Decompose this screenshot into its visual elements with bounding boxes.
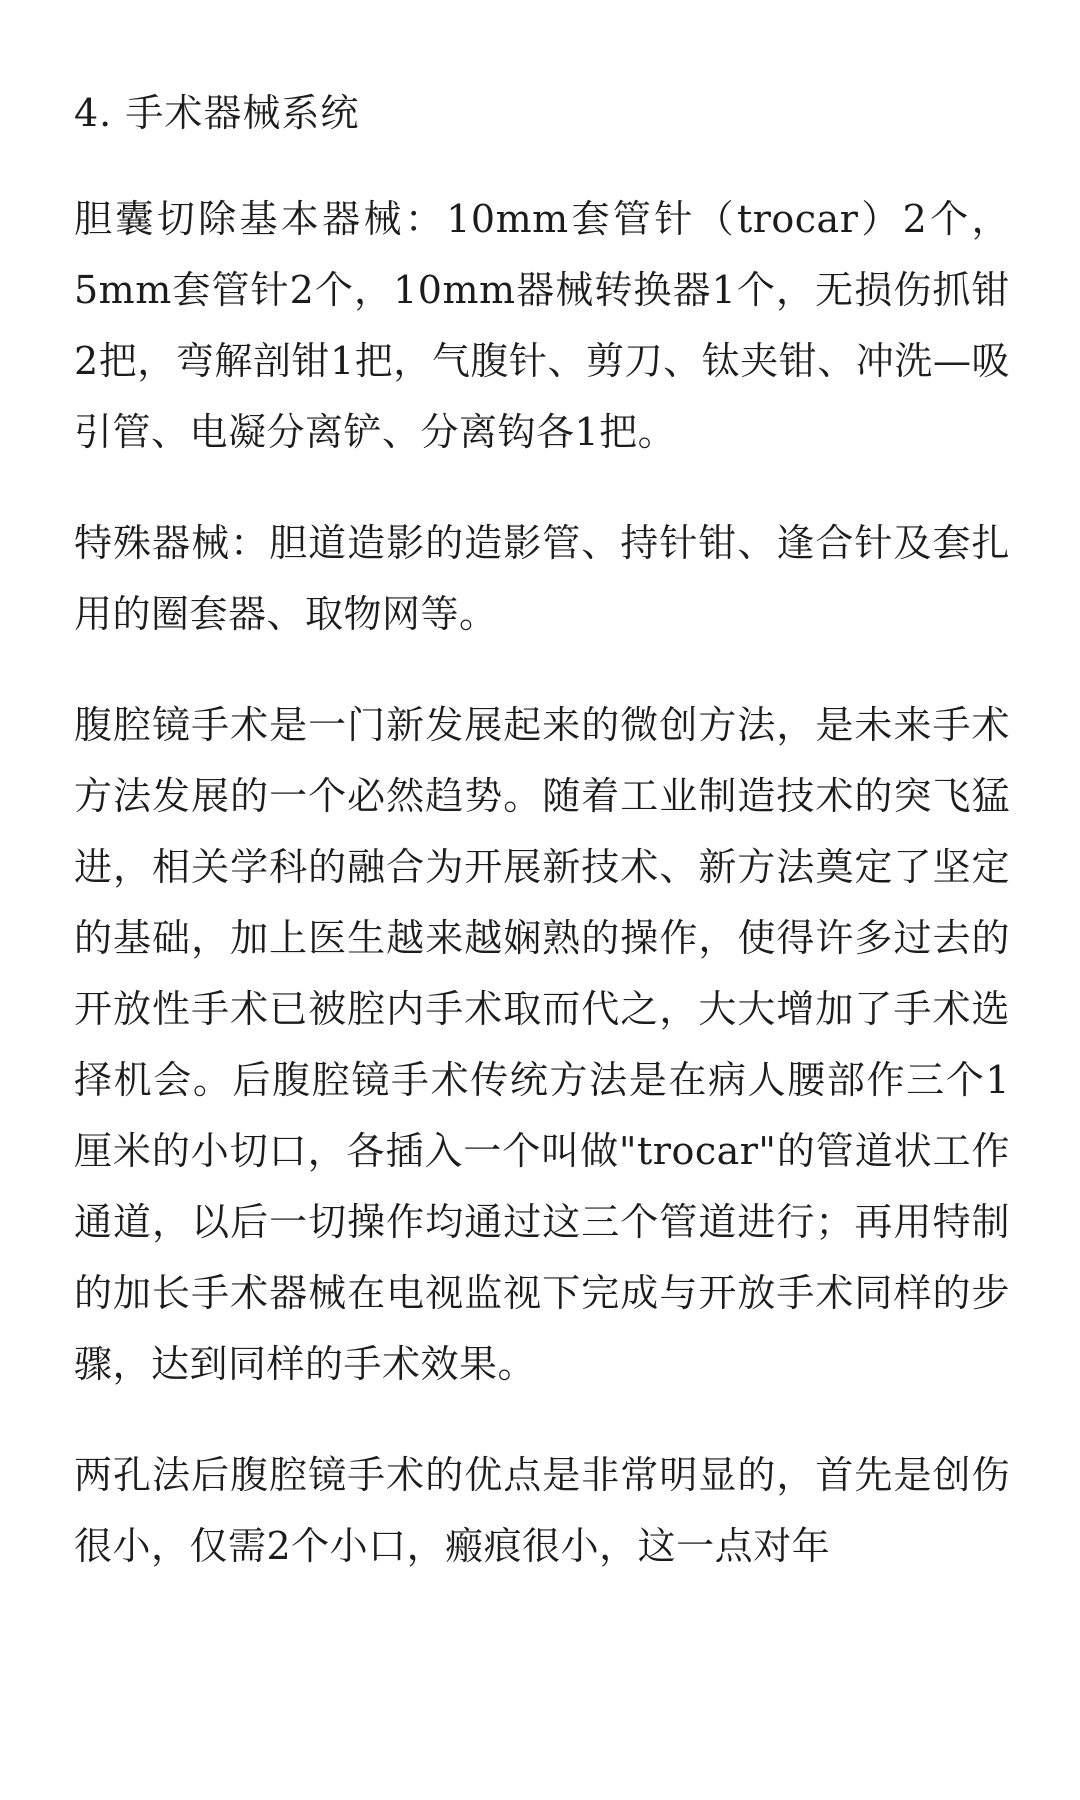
paragraph-two-port-advantages: 两孔法后腹腔镜手术的优点是非常明显的，首先是创伤很小，仅需2个小口，瘢痕很小，这一点对年 — [74, 1453, 1010, 1568]
paragraph-laparoscopy-overview: 腹腔镜手术是一门新发展起来的微创方法，是未来手术方法发展的一个必然趋势。随着工业制造技术的突飞猛进，相关学科的融合为开展新技术、新方法奠定了坚定的基础，加上医生越来越娴熟的操作，使得许多过去的开放性手术已被腔内手术取而代之，大大增加了手术选择机会。后腹腔镜手术传统方法是在病人腰部作三个1厘米的小切口，各插入一个叫做"trocar"的管道状工作通道，以后一切操作均通过这三个管道进行；再用特制的加长手术器械在电视监视下完成与开放手术同样的步骤，达到同样的手术效果。 — [74, 703, 1010, 1386]
section-heading: 4. 手术器械系统 — [74, 91, 360, 135]
paragraph-basic-instruments: 胆囊切除基本器械：10mm套管针（trocar）2个，5mm套管针2个，10mm器械转换器1个，无损伤抓钳2把，弯解剖钳1把，气腹针、剪刀、钛夹钳、冲洗—吸引管、电凝分离铲、分离钩各1把。 — [74, 197, 1010, 454]
paragraph-special-instruments: 特殊器械：胆道造影的造影管、持针钳、逢合针及套扎用的圈套器、取物网等。 — [74, 521, 1010, 636]
